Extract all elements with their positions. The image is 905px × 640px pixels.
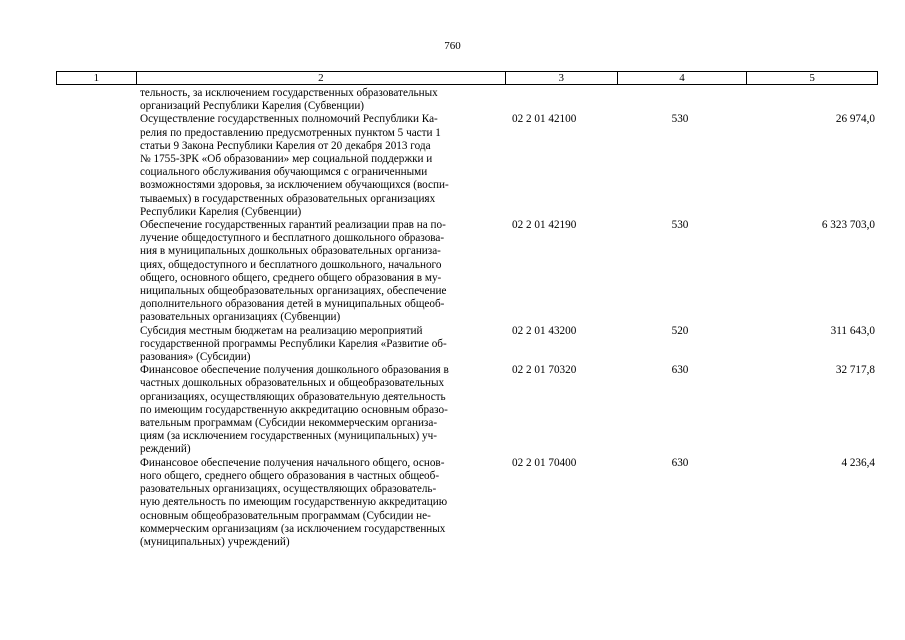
row-amount: 26 974,0 [835, 113, 875, 126]
row-code: 02 2 01 70400 [512, 456, 577, 469]
table-row [0, 113, 905, 219]
table-row [0, 87, 905, 113]
row-amount: 4 236,4 [841, 456, 875, 469]
row-expense-type: 530 [671, 113, 689, 126]
row-amount: 32 717,8 [835, 364, 875, 377]
table-row [0, 364, 905, 456]
row-expense-type: 630 [671, 364, 689, 377]
table-row [0, 457, 905, 549]
row-expense-type: 520 [671, 324, 689, 337]
table-row [0, 219, 905, 325]
row-amount: 311 643,0 [830, 324, 875, 337]
row-name: тельность, за исключением государственных образовательных организаций Республики Карелия (Субвенции) [140, 87, 438, 113]
row-code: 02 2 01 42190 [512, 219, 577, 232]
row-code: 02 2 01 70320 [512, 364, 577, 377]
header-col-3: 3 [506, 72, 618, 84]
row-code: 02 2 01 43200 [512, 324, 577, 337]
row-expense-type: 630 [671, 456, 689, 469]
header-col-4: 4 [618, 72, 748, 84]
table-header-row [56, 71, 878, 85]
row-name: Финансовое обеспечение получения начального общего, основ- ного общего, среднего общего образования в частных общеоб- разовательных организациях, осуществляющих образователь- ную деятельность по имеющим государственную аккредитацию основным общеобразовательным программам (Субсидии не- коммерческим организациям (за исключением государственных (муниципальных) учреждений) [140, 456, 448, 548]
header-col-1: 1 [57, 72, 137, 84]
table-row [0, 325, 905, 365]
header-col-2: 2 [137, 72, 506, 84]
header-col-5: 5 [809, 72, 815, 84]
row-name: Осуществление государственных полномочий Республики Ка- релия по предоставлению предусмотренных пунктом 5 части 1 статьи 9 Закона Республики Карелия от 20 декабря 2013 года № 1755-ЗРК «Об образовании» мер социальной поддержки и социального обслуживания обучающимся с ограниченными возможностями здоровья, за исключением обучающихся (воспи- тываемых) в государственных образовательных организациях Республики Карелия (Субвенции) [140, 113, 449, 218]
row-name: Финансовое обеспечение получения дошкольного образования в частных дошкольных образовательных и общеобразовательных организациях, осуществляющих образовательную деятельность по имеющим государственную аккредитацию основным образо- вательным программам (Субсидии некоммерческим организа- циям (за исключением государственных (муниципальных) уч- реждений) [140, 364, 449, 456]
row-name: Обеспечение государственных гарантий реализации прав на по- лучение общедоступного и бесплатного дошкольного образова- ния в муниципальных дошкольных образовательных организа- циях, общедоступного и бесплатного дошкольного, начального общего, основного общего, среднего общего образования в му- ниципальных общеобразовательных организациях, обеспечение дополнительного образования детей в муниципальных общеоб- разовательных организациях (Субвенции) [140, 219, 447, 324]
row-code: 02 2 01 42100 [512, 113, 577, 126]
row-amount: 6 323 703,0 [821, 219, 875, 232]
row-expense-type: 530 [671, 219, 689, 232]
page-number: 760 [444, 40, 461, 52]
table-body [0, 87, 905, 549]
row-name: Субсидия местным бюджетам на реализацию мероприятий государственной программы Республики Карелия «Развитие об- разования» (Субсидии) [140, 324, 447, 364]
